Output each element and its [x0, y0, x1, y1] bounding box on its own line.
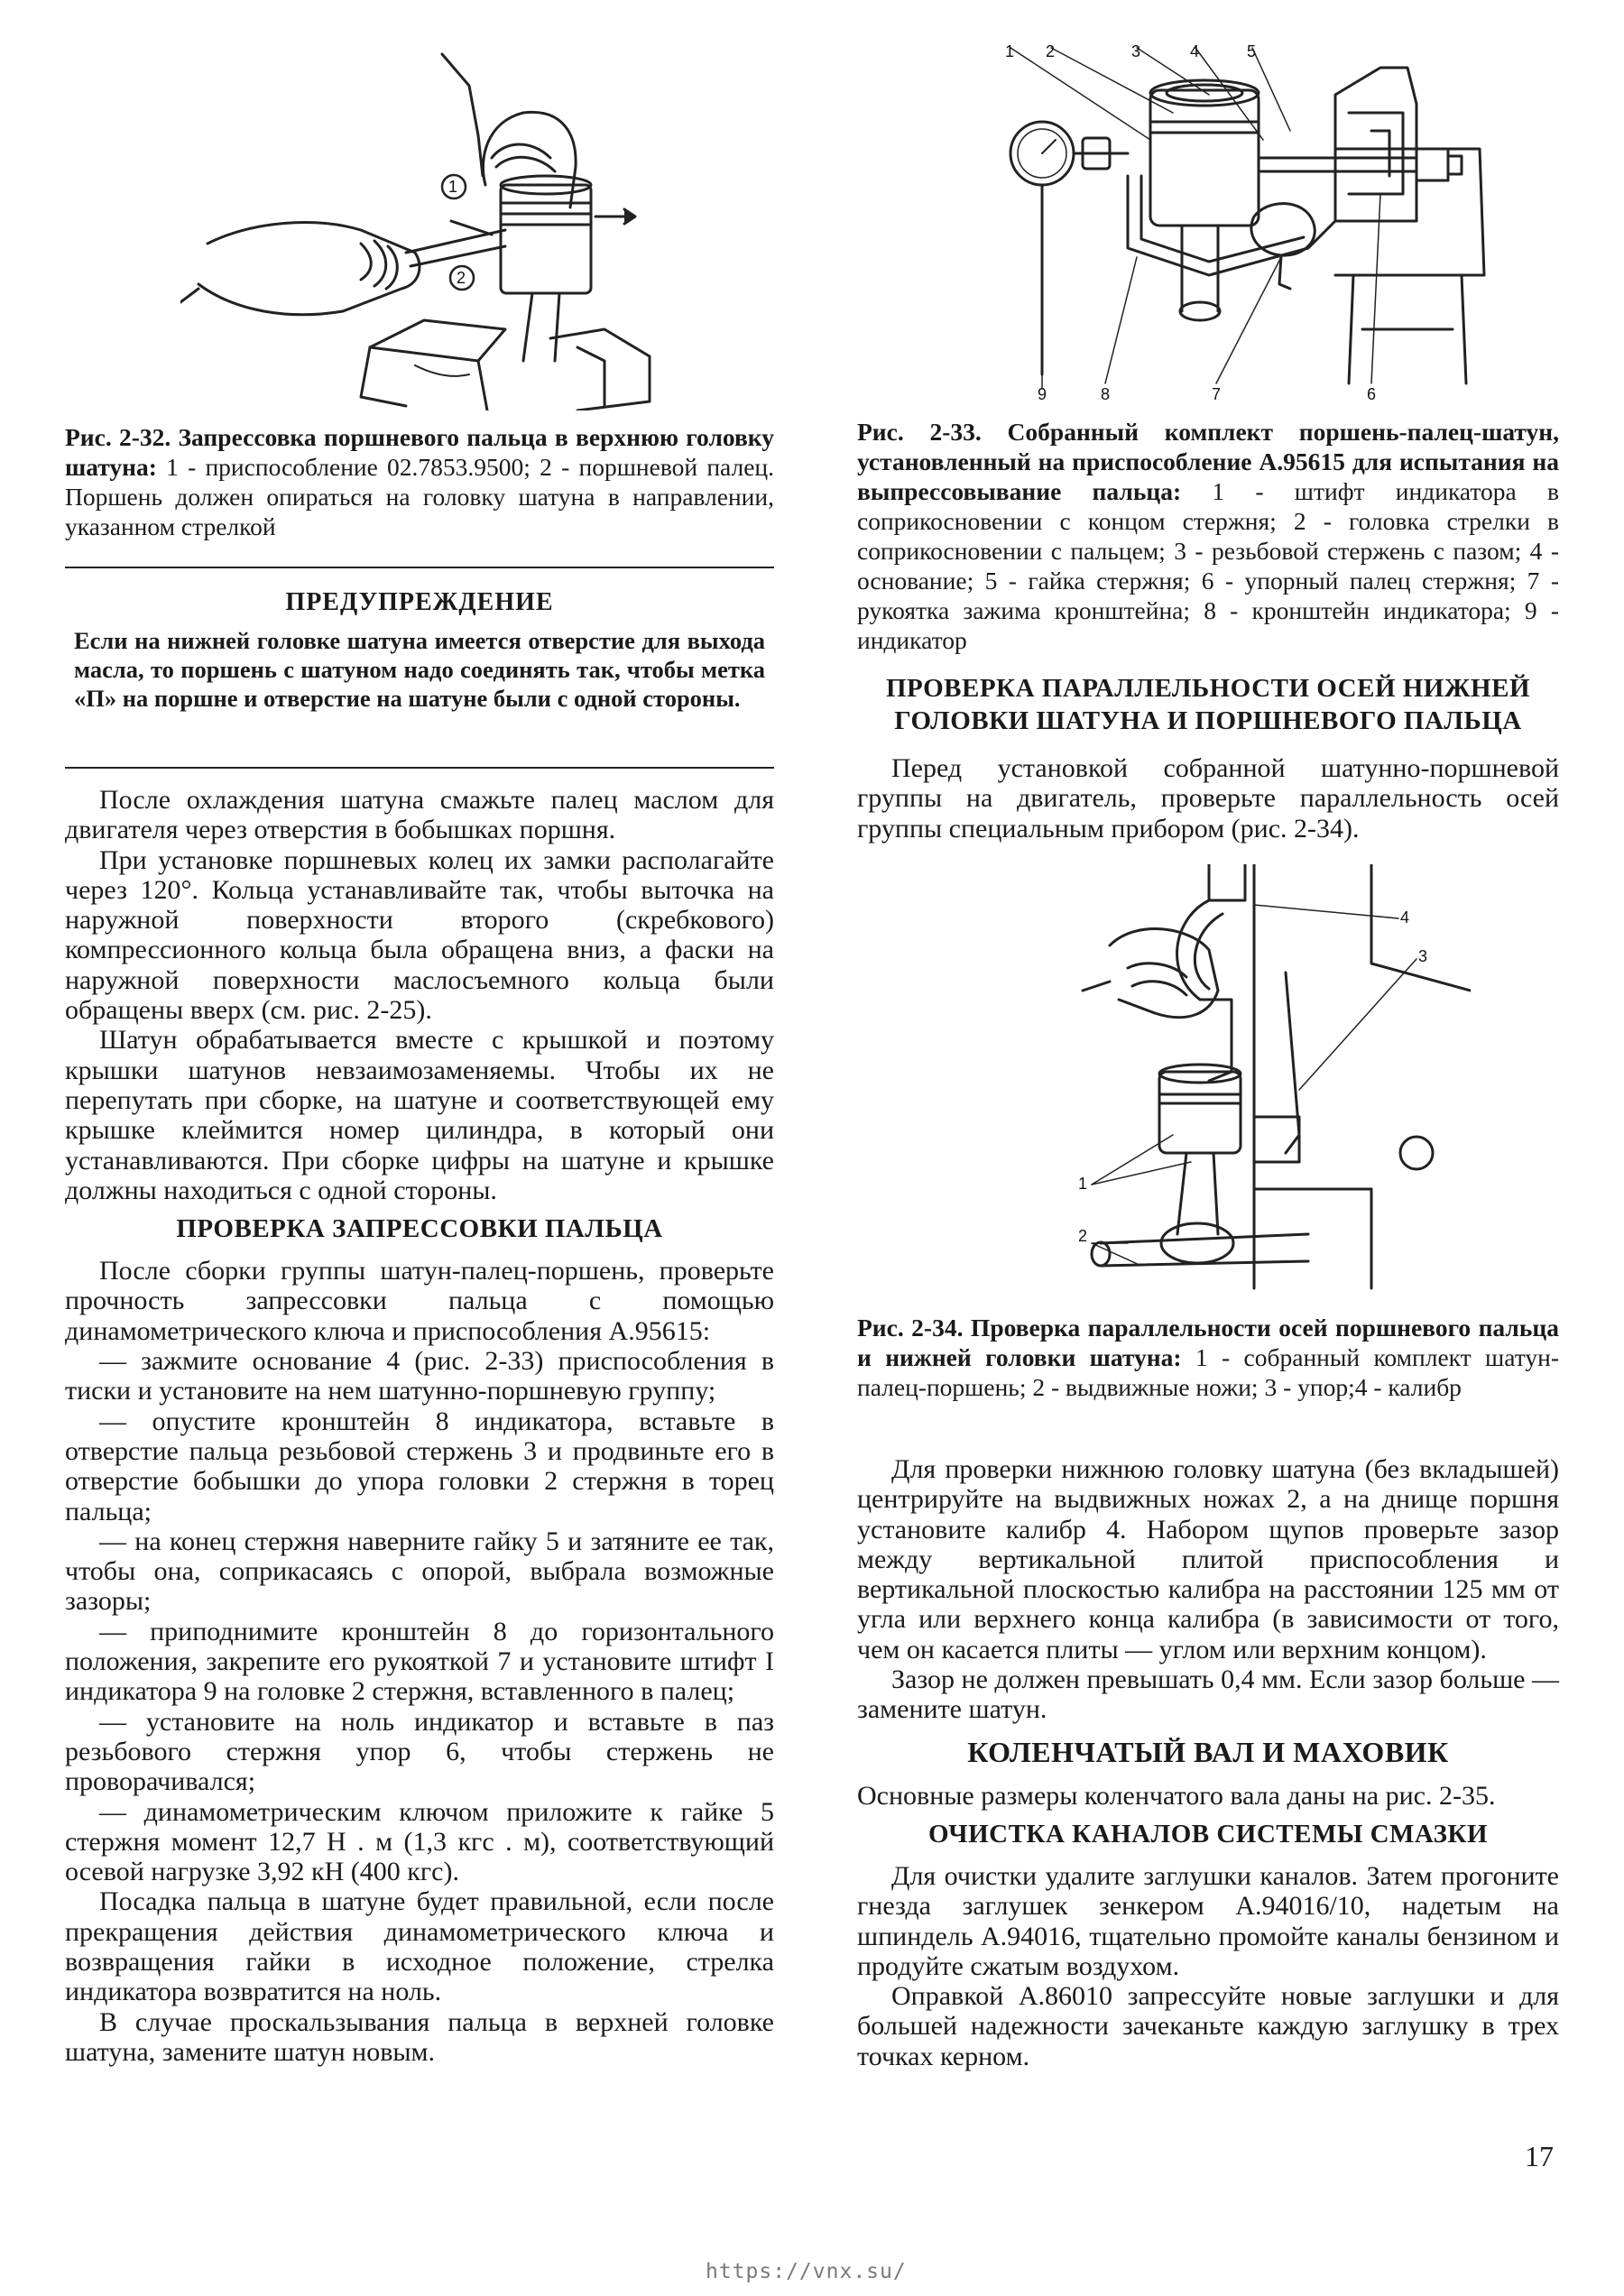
right-paragraph-4: Основные размеры коленчатого вала даны на рис. 2-35. [857, 1780, 1496, 1811]
warning-title: ПРЕДУПРЕЖДЕНИЕ [285, 588, 554, 616]
fig-2-32-caption-text: 1 - приспособление 02.7853.9500; 2 - поршневой палец. Поршень должен опираться на головку шатуна в направлении, указанном стрелкой [65, 453, 774, 540]
heading-press-fit-check: ПРОВЕРКА ЗАПРЕССОВКИ ПАЛЬЦА [176, 1214, 663, 1244]
right-intro-text [857, 753, 1559, 844]
right-paragraph-3: Зазор не должен превышать 0,4 мм. Если зазор больше — замените шатун. [857, 1664, 1559, 1725]
step-2: — опустите кронштейн 8 индикатора, вставьте в отверстие пальца резьбовой стержень 3 и продвиньте его в отверстие бобышки до упора головки 2 стержня в торец пальца; [65, 1406, 774, 1526]
fig-2-33-callout-6: 6 [1367, 385, 1377, 401]
footer-url[interactable]: https://vnx.su/ [706, 2260, 907, 2283]
figure-2-34 [1074, 864, 1471, 1290]
fig-2-33-callout-9: 9 [1038, 385, 1047, 401]
step-1: — зажмите основание 4 (рис. 2-33) приспособления в тиски и установите на нем шатунно-поршневую группу; [65, 1346, 774, 1406]
fig-2-34-callout-3: 3 [1418, 947, 1428, 965]
fig-2-33-caption [857, 417, 1559, 655]
warning-box [65, 567, 774, 769]
right-paragraph-1: Перед установкой собранной шатунно-поршневой группы на двигатель, проверьте параллельность осей группы специальным прибором (рис. 2-34). [857, 753, 1559, 844]
fig-2-33-callout-2: 2 [1046, 42, 1056, 60]
left-paragraph-3: Шатун обрабатывается вместе с крышкой и поэтому крышки шатунов невзаимозаменяемы. Чтобы их не перепутать при сборке, на шатуне и соответствующей ему крышке клеймится номер цилиндра, в который они устанавливаются. При сборке цифры на шатуне и крышке должны находиться с одной стороны. [65, 1025, 774, 1205]
left-column-text [65, 785, 774, 2067]
page-number: 17 [1525, 2140, 1554, 2172]
fig-2-33-callout-3: 3 [1131, 42, 1141, 60]
step-6: — динамометрическим ключом приложите к гайке 5 стержня момент 12,7 Н . м (1,3 кгс . м), соответствующий осевой нагрузке 3,92 кН (400 кгс). [65, 1796, 774, 1887]
warning-text: Если на нижней головке шатуна имеется отверстие для выхода масла, то поршень с шатуном надо соединять так, чтобы метка «П» на поршне и отверстие на шатуне были с одной стороны. [74, 627, 765, 712]
left-paragraph-4: После сборки группы шатун-палец-поршень, проверьте прочность запрессовки пальца с помощью динамометрического ключа и приспособления А.95615: [65, 1256, 774, 1346]
step-3: — на конец стержня наверните гайку 5 и затяните ее так, чтобы она, соприкасаясь с опорой, выбрала возможные зазоры; [65, 1526, 774, 1617]
fig-2-34-caption-lead: Рис. 2-34. Проверка параллельности осей поршневого пальца и нижней головки шатуна: [857, 1314, 1559, 1371]
fig-2-34-callout-2: 2 [1078, 1227, 1088, 1245]
right-column-text [857, 1454, 1559, 2071]
heading-crankshaft-flywheel: КОЛЕНЧАТЫЙ ВАЛ И МАХОВИК [967, 1735, 1449, 1768]
fig-2-32-callout-1: 1 [448, 178, 458, 196]
step-4: — приподнимите кронштейн 8 до горизонтального положения, закрепите его рукояткой 7 и установите штифт I индикатора 9 на головке 2 стержня, вставленного в палец; [65, 1616, 774, 1707]
fig-2-33-callout-4: 4 [1190, 42, 1200, 60]
fig-2-32-caption [65, 422, 774, 541]
fig-2-33-callout-5: 5 [1247, 42, 1257, 60]
fig-2-33-callout-1: 1 [1005, 42, 1015, 60]
fig-2-33-callout-8: 8 [1101, 385, 1111, 401]
left-paragraph-1: После охлаждения шатуна смажьте палец маслом для двигателя через отверстия в бобышках поршня. [65, 785, 774, 845]
left-paragraph-5: Посадка пальца в шатуне будет правильной, если после прекращения действия динамометрического ключа и возвращения гайки в исходное положение, стрелка индикатора возвратится на ноль. [65, 1886, 774, 2007]
fig-2-34-caption [857, 1313, 1559, 1402]
fig-2-34-callout-4: 4 [1400, 908, 1410, 927]
figure-2-33 [992, 41, 1498, 401]
fig-2-32-caption-lead: Рис. 2-32. Запрессовка поршневого пальца в верхнюю головку шатуна: [65, 423, 774, 481]
right-paragraph-2: Для проверки нижнюю головку шатуна (без вкладышей) центрируйте на выдвижных ножах 2, а на днище поршня установите калибр 4. Набором щупов проверьте зазор между вертикальной плитой приспособления и вертикальной плоскостью калибра на расстоянии 125 мм от угла или верхнего конца калибра (в зависимости от того, чем он касается плиты — углом или верхним концом). [857, 1454, 1559, 1664]
fig-2-33-caption-text: 1 - штифт индикатора в соприкосновении с концом стержня; 2 - головка стрелки в соприкосновении с пальцем; 3 - резьбовой стержень с пазом; 4 - основание; 5 - гайка стержня; 6 - упорный палец стержня; 7 - рукоятка зажима кронштейна; 8 - кронштейн индикатора; 9 - индикатор [857, 477, 1559, 654]
left-paragraph-2: При установке поршневых колец их замки располагайте через 120°. Кольца устанавливайте так, чтобы выточка на наружной поверхности второго (скребкового) компрессионного кольца была обращена вниз, а фаски на наружной поверхности маслосъемного кольца были обращены вверх (см. рис. 2-25). [65, 844, 774, 1026]
step-5: — установите на ноль индикатор и вставьте в паз резьбового стержня упор 6, чтобы стержень не проворачивался; [65, 1706, 774, 1797]
fig-2-33-callout-7: 7 [1212, 385, 1222, 401]
left-paragraph-6: В случае проскальзывания пальца в верхней головке шатуна, замените шатун новым. [65, 2006, 774, 2067]
right-paragraph-5: Для очистки удалите заглушки каналов. Затем прогоните гнезда заглушек зенкером А.94016/10, надетым на шпиндель А.94016, тщательно промойте каналы бензином и продуйте сжатым воздухом. [857, 1860, 1559, 1981]
fig-2-34-caption-text: 1 - собранный комплект шатун-палец-поршень; 2 - выдвижные ножи; 3 - упор;4 - калибр [857, 1343, 1559, 1401]
fig-2-33-caption-lead: Рис. 2-33. Собранный комплект поршень-палец-шатун, установленный на приспособление А.95615 для испытания на выпрессовывание пальца: [857, 418, 1559, 505]
heading-parallelism-check: ПРОВЕРКА ПАРАЛЛЕЛЬНОСТИ ОСЕЙ НИЖНЕЙ ГОЛОВКИ ШАТУНА И ПОРШНЕВОГО ПАЛЬЦА [886, 674, 1530, 735]
fig-2-34-callout-1: 1 [1078, 1175, 1088, 1193]
right-paragraph-6: Оправкой А.86010 запрессуйте новые заглушки и для большей надежности зачеканьте каждую заглушку в трех точках керном. [857, 1981, 1559, 2071]
figure-2-32 [180, 50, 686, 410]
fig-2-32-callout-2: 2 [457, 269, 466, 287]
heading-oil-channel-cleaning: ОЧИСТКА КАНАЛОВ СИСТЕМЫ СМАЗКИ [927, 1819, 1489, 1849]
